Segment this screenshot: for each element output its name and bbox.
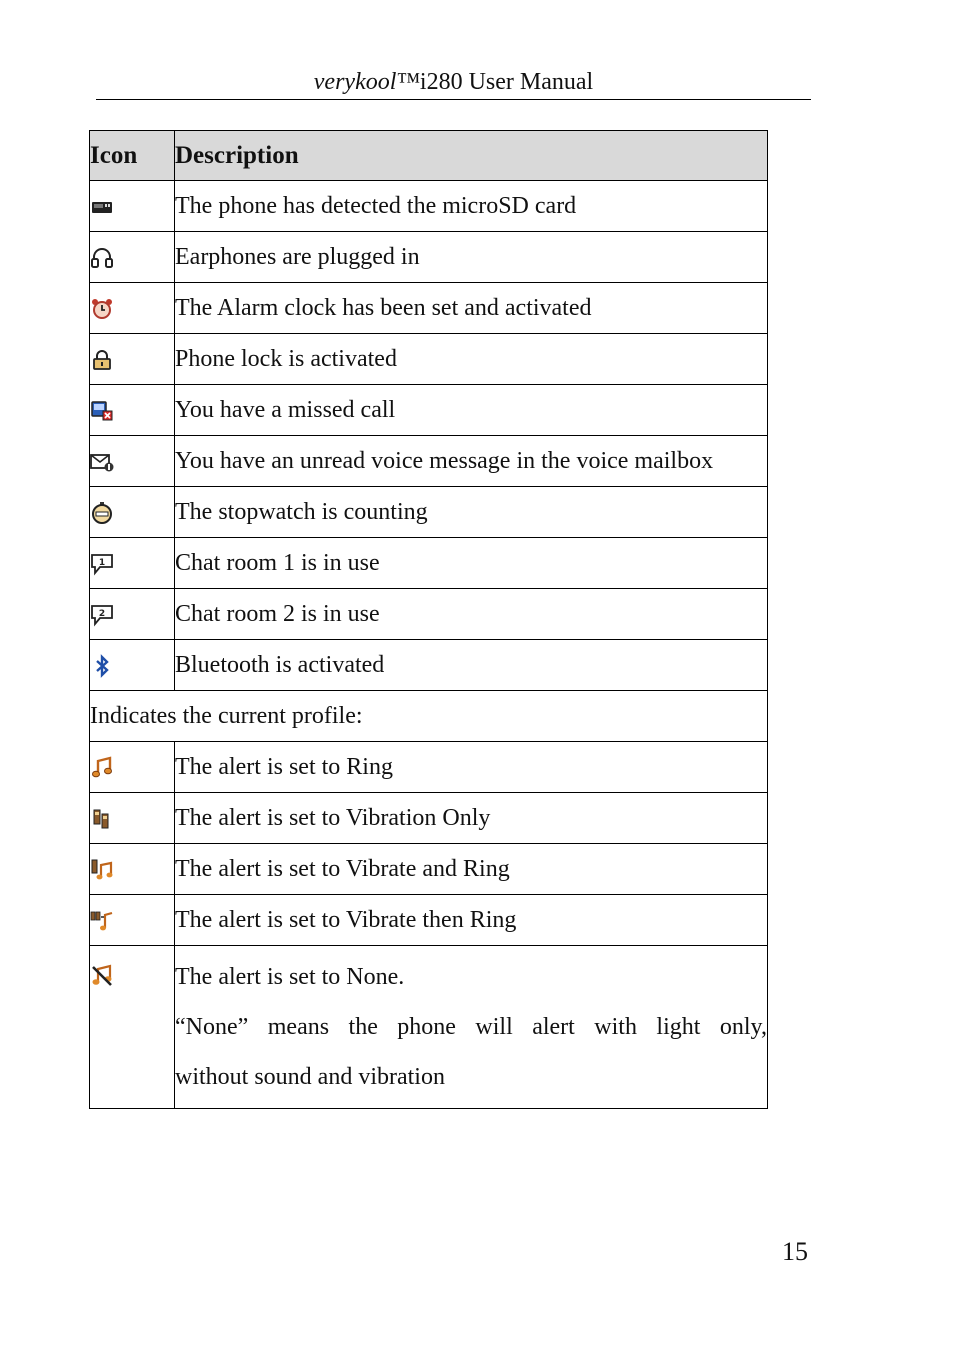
table-row: [90, 793, 768, 844]
row-description: The stopwatch is counting: [175, 487, 768, 538]
row-description: Phone lock is activated: [175, 334, 768, 385]
vibrate-then-ring-icon: [90, 909, 114, 933]
table-row: [90, 895, 768, 946]
table-row: [90, 844, 768, 895]
page-header: [96, 66, 811, 100]
row-description: The alert is set to Vibrate and Ring: [175, 844, 768, 895]
earphones-icon: [90, 246, 114, 270]
padlock-icon: [90, 348, 114, 372]
row-description: You have a missed call: [175, 385, 768, 436]
row-description: Earphones are plugged in: [175, 232, 768, 283]
voice-mail-icon: [90, 450, 114, 474]
row-description: The alert is set to Vibrate then Ring: [175, 895, 768, 946]
row-description: The alert is set to Vibration Only: [175, 793, 768, 844]
table-row: [90, 640, 768, 691]
header-brand: verykool™: [313, 69, 420, 95]
chat-room-2-icon: [90, 603, 114, 627]
row-description: The phone has detected the microSD card: [175, 181, 768, 232]
table-row: [90, 742, 768, 793]
svg-text:1: 1: [98, 557, 106, 568]
row-description: The Alarm clock has been set and activated: [175, 283, 768, 334]
profile-heading-row: [90, 691, 768, 742]
status-icon-table: [89, 130, 768, 1109]
stopwatch-icon: [90, 501, 114, 525]
none-line-3: without sound and vibration: [175, 1064, 445, 1090]
svg-text:2: 2: [98, 608, 106, 619]
none-row-description: [175, 946, 768, 1109]
table-row: [90, 181, 768, 232]
vibration-only-icon: [90, 807, 114, 831]
missed-call-icon: [90, 399, 114, 423]
ring-icon: [90, 756, 114, 780]
row-description: You have an unread voice message in the voice mailbox: [175, 436, 768, 487]
table-row: [90, 334, 768, 385]
page-number: 15: [782, 1237, 808, 1266]
column-header-icon: Icon: [90, 131, 175, 181]
table-row: [90, 385, 768, 436]
row-description: Chat room 1 is in use: [175, 538, 768, 589]
profile-heading: Indicates the current profile:: [90, 691, 768, 742]
bluetooth-icon: [90, 654, 114, 678]
table-row: [90, 436, 768, 487]
table-row: [90, 946, 768, 1109]
alarm-clock-icon: [90, 297, 114, 321]
table-row: [90, 232, 768, 283]
row-description: Bluetooth is activated: [175, 640, 768, 691]
none-line-1: The alert is set to None.: [175, 964, 405, 990]
column-header-description: Description: [175, 131, 768, 181]
table-row: [90, 538, 768, 589]
alert-none-icon: [90, 964, 114, 988]
row-description: Chat room 2 is in use: [175, 589, 768, 640]
table-row: [90, 589, 768, 640]
chat-room-1-icon: [90, 552, 114, 576]
none-line-2: “None” means the phone will alert with light only,: [175, 1014, 767, 1040]
table-header-row: [90, 131, 768, 181]
table-row: [90, 283, 768, 334]
row-description: The alert is set to Ring: [175, 742, 768, 793]
microsd-card-icon: [90, 195, 114, 219]
table-row: [90, 487, 768, 538]
vibrate-and-ring-icon: [90, 858, 114, 882]
header-title: i280 User Manual: [419, 69, 594, 95]
